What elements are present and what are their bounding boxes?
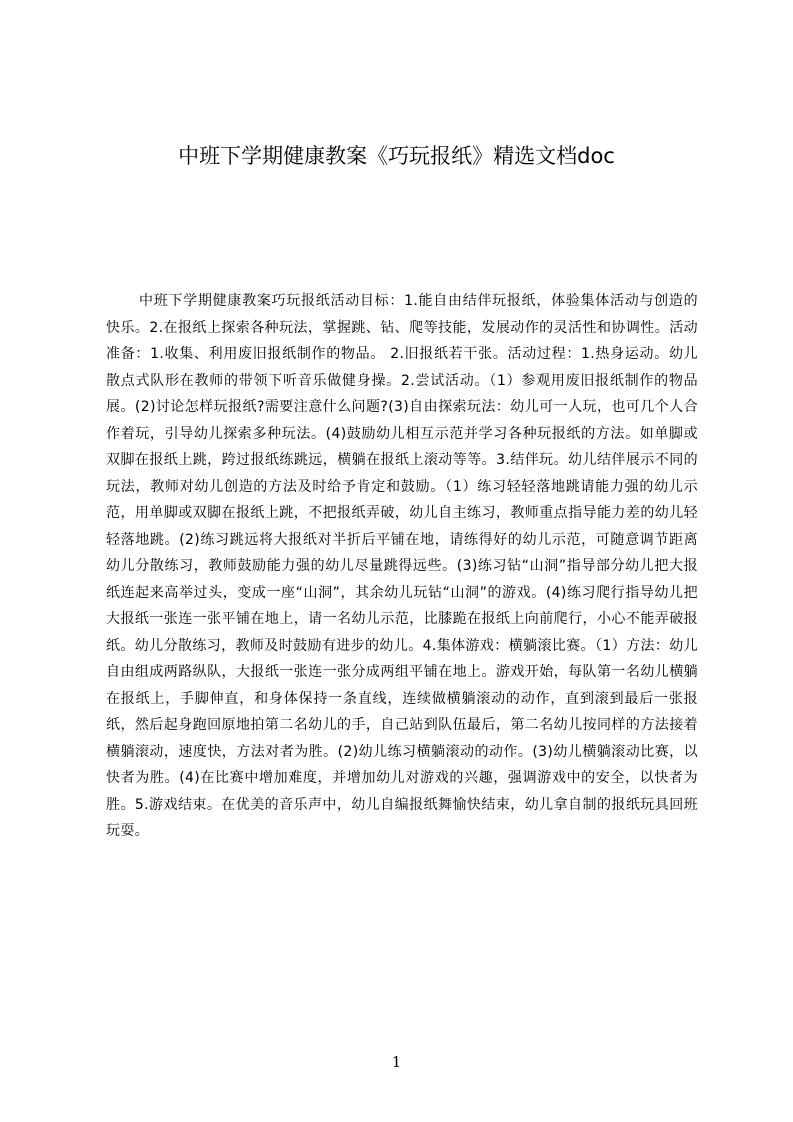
document-body: 中班下学期健康教案巧玩报纸活动目标：1.能自由结伴玩报纸，体验集体活动与创造的快乐。2.在报纸上探索各种玩法，掌握跳、钻、爬等技能，发展动作的灵活性和协调性。活动准备：1.收集、利用废旧报纸制作的物品。 2.旧报纸若干张。活动过程：1.热身运动。幼儿散点式队形在教师的带领下听音乐做健身操。2.尝试活动。（1）参观用废旧报纸制作的物品展。(2)讨论怎样玩报纸?需要注意什么问题?(3)自由探索玩法：幼儿可一人玩，也可几个人合作着玩，引导幼儿探索多种玩法。(4)鼓励幼儿相互示范并学习各种玩报纸的方法。如单脚或双脚在报纸上跳，跨过报纸练跳远，横躺在报纸上滚动等等。3.结伴玩。幼儿结伴展示不同的玩法，教师对幼儿创造的方法及时给予肯定和鼓励。（1）练习轻轻落地跳请能力强的幼儿示范，用单脚或双脚在报纸上跳，不把报纸弄破，幼儿自主练习，教师重点指导能力差的幼儿轻轻落地跳。(2)练习跳远将大报纸对半折后平铺在地，请练得好的幼儿示范，可随意调节距离幼儿分散练习，教师鼓励能力强的幼儿尽量跳得远些。(3)练习钻“山洞”指导部分幼儿把大报纸连起来高举过头，变成一座“山洞”，其余幼儿玩钻“山洞”的游戏。(4)练习爬行指导幼儿把大报纸一张连一张平铺在地上，请一名幼儿示范，比膝跪在报纸上向前爬行，小心不能弄破报纸。幼儿分散练习，教师及时鼓励有进步的幼儿。4.集体游戏：横躺滚比赛。（1）方法：幼儿自由组成两路纵队，大报纸一张连一张分成两组平铺在地上。游戏开始，每队第一名幼儿横躺在报纸上，手脚伸直，和身体保持一条直线，连续做横躺滚动的动作，直到滚到最后一张报纸，然后起身跑回原地拍第二名幼儿的手，自己站到队伍最后，第二名幼儿按同样的方法接着横躺滚动，速度快，方法对者为胜。(2)幼儿练习横躺滚动的动作。(3)幼儿横躺滚动比赛，以快者为胜。(4)在比赛中增加难度，并增加幼儿对游戏的兴趣，强调游戏中的安全，以快者为胜。5.游戏结束。在优美的音乐声中，幼儿自编报纸舞愉快结束，幼儿拿自制的报纸玩具回班玩耍。 xyxy=(106,293,698,839)
page-number: 1 xyxy=(391,1053,402,1071)
document-title: 中班下学期健康教案《巧玩报纸》精选文档doc xyxy=(178,144,615,168)
